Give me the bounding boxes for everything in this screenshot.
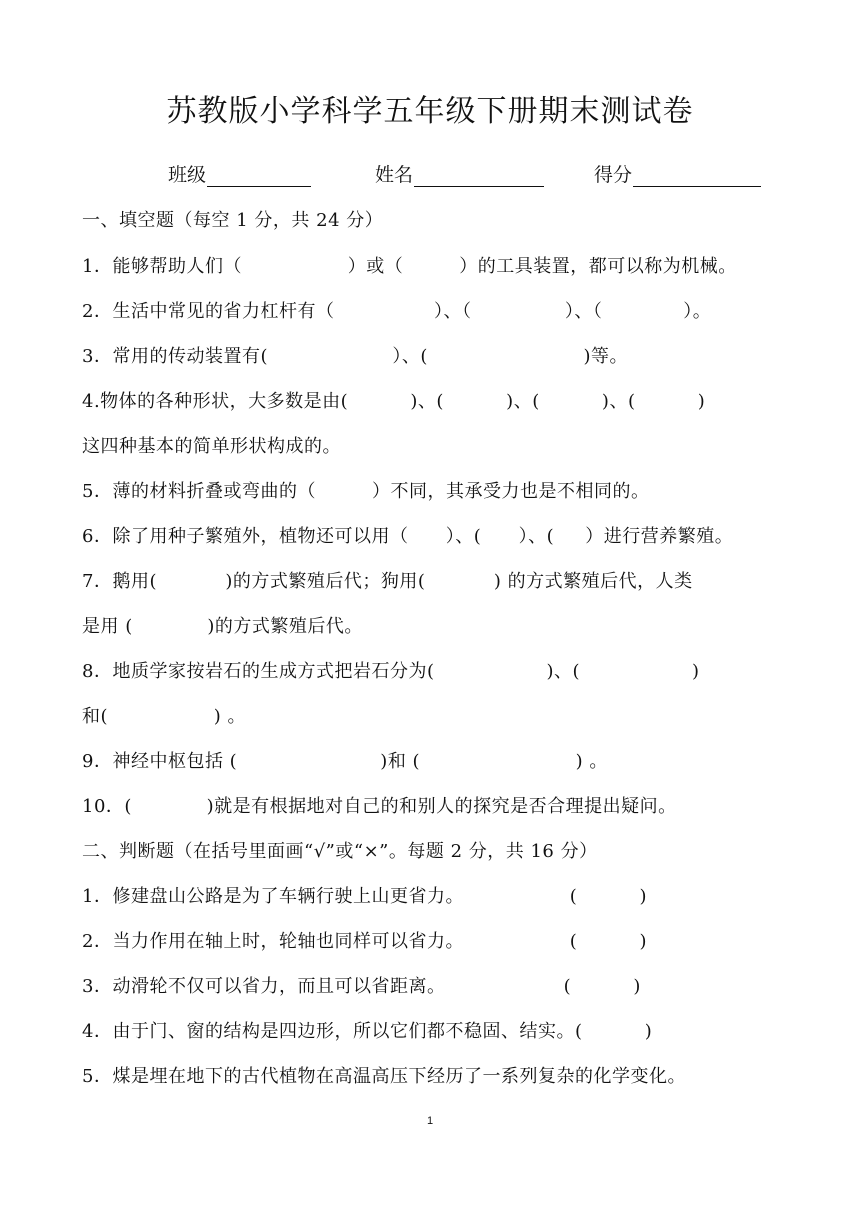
score-blank[interactable] — [633, 164, 761, 187]
page-number: 1 — [426, 1115, 434, 1127]
question-1-1: 1．能够帮助人们（ ）或（ ）的工具装置，都可以称为机械。 — [82, 256, 737, 277]
question-1-7: 7．鹅用( )的方式繁殖后代；狗用( ) 的方式繁殖后代，人类 — [82, 571, 693, 592]
question-1-4: 4.物体的各种形状，大多数是由( )、( )、( )、( ) — [82, 391, 706, 412]
class-label: 班级 — [168, 164, 207, 186]
question-1-3: 3．常用的传动装置有( ）、( )等。 — [82, 346, 628, 367]
question-1-8-continued: 和( ) 。 — [82, 706, 247, 727]
name-blank[interactable] — [414, 164, 544, 187]
score-field — [594, 160, 761, 187]
name-field — [375, 160, 544, 187]
score-label: 得分 — [594, 164, 633, 186]
question-1-6: 6．除了用种子繁殖外，植物还可以用（ ）、( ）、( ）进行营养繁殖。 — [82, 526, 734, 547]
name-label: 姓名 — [375, 164, 414, 186]
section-heading-true-false: 二、判断题（在括号里面画“√”或“×”。每题 2 分，共 16 分） — [82, 841, 598, 862]
page-title: 苏教版小学科学五年级下册期末测试卷 — [166, 94, 694, 129]
section-heading-fill-blank: 一、填空题（每空 1 分，共 24 分） — [82, 210, 384, 231]
question-2-5: 5．煤是埋在地下的古代植物在高温高压下经历了一系列复杂的化学变化。 — [82, 1066, 686, 1087]
question-1-9: 9．神经中枢包括 ( )和 ( ) 。 — [82, 751, 608, 772]
question-1-10: 10．( )就是有根据地对自己的和别人的探究是否合理提出疑问。 — [82, 796, 677, 817]
question-2-1: 1．修建盘山公路是为了车辆行驶上山更省力。 ( ) — [82, 886, 647, 907]
question-1-4-continued: 这四种基本的简单形状构成的。 — [82, 436, 341, 457]
question-1-5: 5．薄的材料折叠或弯曲的（ ）不同，其承受力也是不相同的。 — [82, 481, 650, 502]
question-1-8: 8．地质学家按岩石的生成方式把岩石分为( )、( ) — [82, 661, 700, 682]
question-2-4: 4．由于门、窗的结构是四边形，所以它们都不稳固、结实。( ) — [82, 1021, 653, 1042]
question-2-3: 3．动滑轮不仅可以省力，而且可以省距离。 ( ) — [82, 976, 641, 997]
class-blank[interactable] — [207, 164, 311, 187]
question-1-7-continued: 是用 ( )的方式繁殖后代。 — [82, 616, 363, 637]
question-1-2: 2．生活中常见的省力杠杆有（ ）、（ ）、（ ）。 — [82, 301, 712, 322]
class-field — [168, 160, 311, 187]
question-2-2: 2．当力作用在轴上时，轮轴也同样可以省力。 ( ) — [82, 931, 647, 952]
